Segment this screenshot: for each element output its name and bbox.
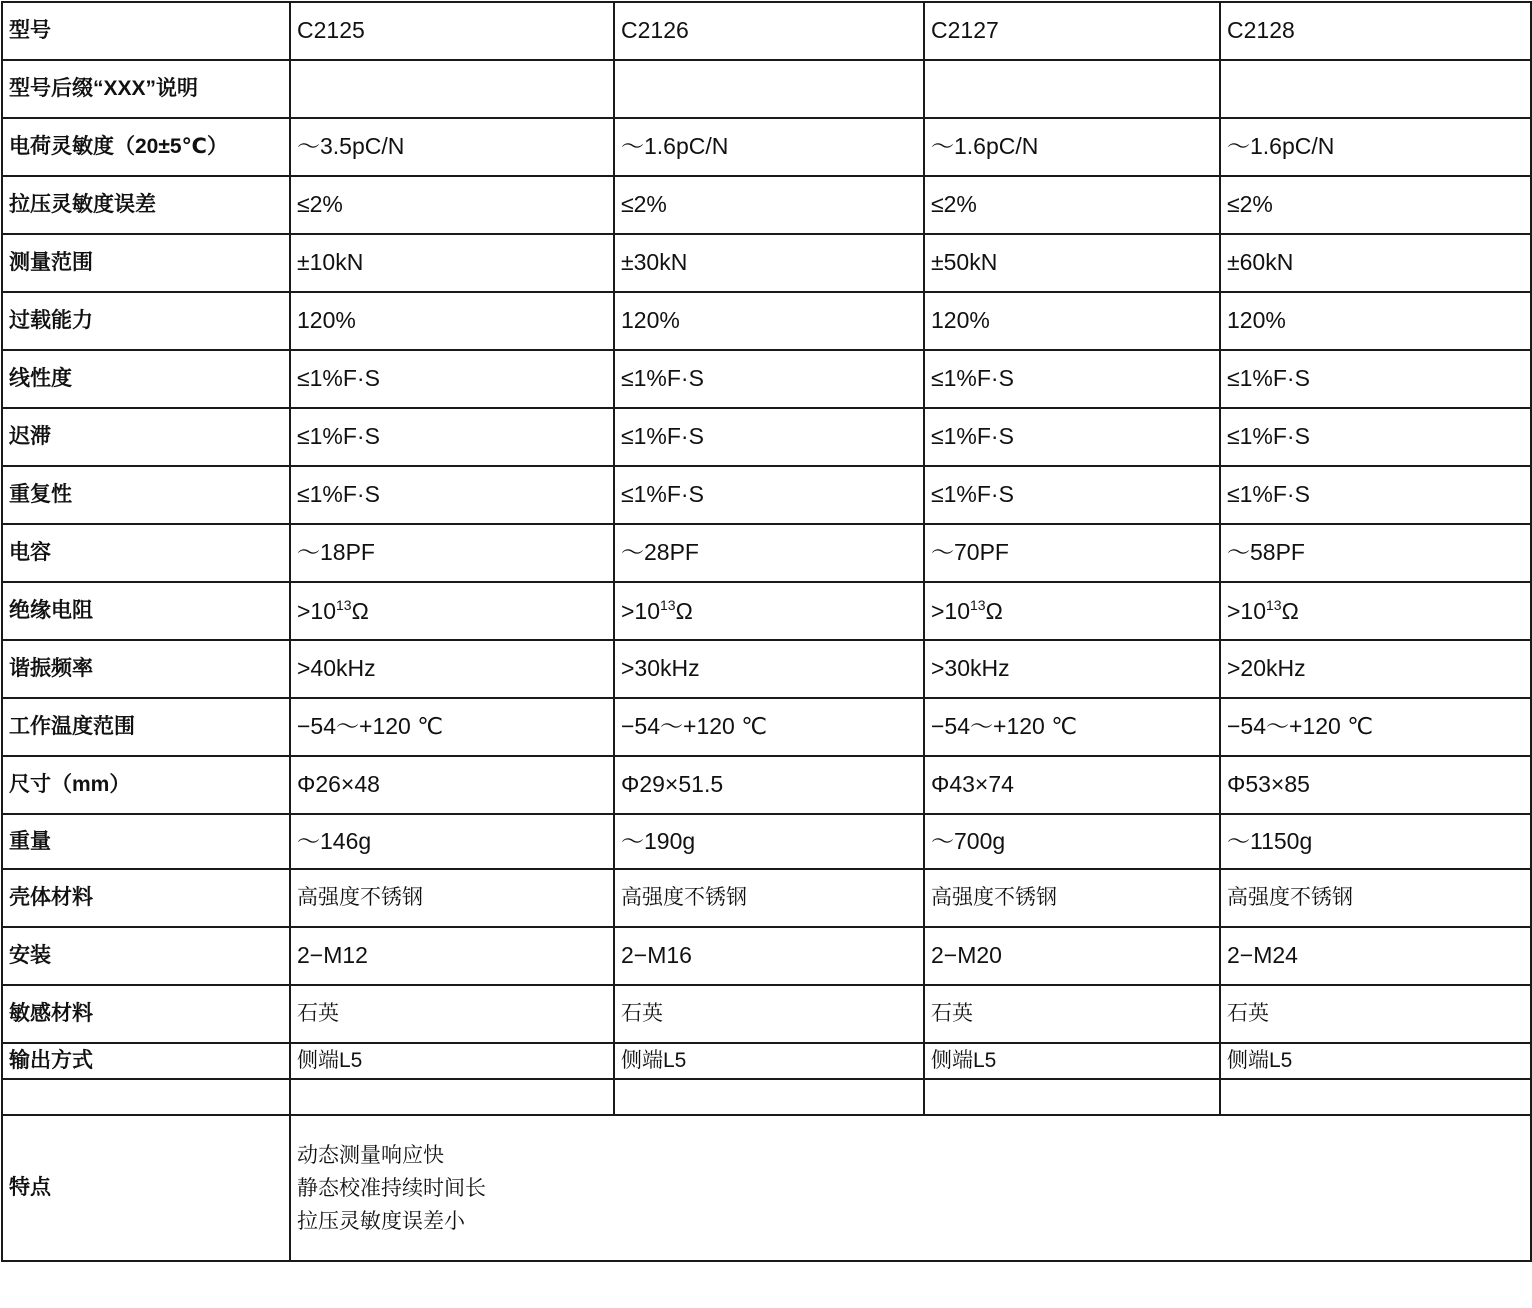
table-cell: >20kHz: [1220, 640, 1531, 698]
table-row-insulation: [2, 582, 1531, 640]
table-cell: 2−M12: [290, 927, 614, 985]
table-cell: >40kHz: [290, 640, 614, 698]
value-exponent: 13: [970, 596, 986, 613]
value-base: >10: [1227, 597, 1267, 624]
table-row: [2, 640, 1531, 698]
table-cell: ≤1%F·S: [614, 466, 924, 524]
table-cell: 2−M24: [1220, 927, 1531, 985]
row-label: 线性度: [2, 350, 290, 408]
table-cell: ～1.6pC/N: [1220, 118, 1531, 176]
table-cell: 石英: [1220, 985, 1531, 1043]
row-label: 迟滞: [2, 408, 290, 466]
table-cell: Φ29×51.5: [614, 756, 924, 814]
table-cell: 侧端L5: [924, 1043, 1220, 1079]
row-label: 过载能力: [2, 292, 290, 350]
row-label: 重量: [2, 814, 290, 869]
value-exponent: 13: [336, 596, 352, 613]
value-unit: Ω: [985, 597, 1003, 624]
table-cell: ～3.5pC/N: [290, 118, 614, 176]
table-cell: 侧端L5: [290, 1043, 614, 1079]
table-cell: 120%: [924, 292, 1220, 350]
table-cell: 高强度不锈钢: [614, 869, 924, 927]
table-row: [2, 524, 1531, 582]
table-row: [2, 1043, 1531, 1079]
table-cell: 120%: [1220, 292, 1531, 350]
table-cell: 石英: [614, 985, 924, 1043]
value-unit: Ω: [351, 597, 369, 624]
table-cell: 120%: [614, 292, 924, 350]
table-row: [2, 985, 1531, 1043]
value-base: >10: [931, 597, 971, 624]
table-row: [2, 234, 1531, 292]
table-cell: 石英: [290, 985, 614, 1043]
table-cell: 侧端L5: [1220, 1043, 1531, 1079]
table-row: [2, 176, 1531, 234]
row-label: 输出方式: [2, 1043, 290, 1079]
feature-item: 动态测量响应快: [297, 1143, 444, 1167]
table-cell: ～58PF: [1220, 524, 1531, 582]
table-cell: ～70PF: [924, 524, 1220, 582]
table-cell: ±30kN: [614, 234, 924, 292]
table-row: [2, 756, 1531, 814]
table-cell: ～1.6pC/N: [614, 118, 924, 176]
row-label: 谐振频率: [2, 640, 290, 698]
table-cell: 2−M16: [614, 927, 924, 985]
model-header: C2126: [614, 2, 924, 60]
table-cell: Φ53×85: [1220, 756, 1531, 814]
table-cell: ～700g: [924, 814, 1220, 869]
table-cell: [1220, 1079, 1531, 1115]
feature-item: 静态校准持续时间长: [297, 1176, 486, 1200]
table-cell: [614, 1079, 924, 1115]
row-label: 型号后缀“XXX”说明: [2, 60, 290, 118]
table-cell: [1220, 582, 1531, 640]
table-cell: ～146g: [290, 814, 614, 869]
table-cell: [924, 582, 1220, 640]
table-cell: ≤1%F·S: [1220, 350, 1531, 408]
row-label: 型号: [2, 2, 290, 60]
table-cell: [614, 582, 924, 640]
table-cell: ≤2%: [1220, 176, 1531, 234]
table-cell: −54～+120 ℃: [924, 698, 1220, 756]
row-label: 电容: [2, 524, 290, 582]
table-cell: ≤1%F·S: [1220, 408, 1531, 466]
row-label: 工作温度范围: [2, 698, 290, 756]
table-cell: [1220, 60, 1531, 118]
spec-table: [1, 1, 1532, 1262]
table-cell: [290, 60, 614, 118]
table-cell: 高强度不锈钢: [924, 869, 1220, 927]
table-row: [2, 292, 1531, 350]
table-cell: −54～+120 ℃: [1220, 698, 1531, 756]
feature-item: 拉压灵敏度误差小: [297, 1209, 465, 1233]
value-exponent: 13: [1266, 596, 1282, 613]
row-label: 壳体材料: [2, 869, 290, 927]
table-cell: ±60kN: [1220, 234, 1531, 292]
table-row: [2, 814, 1531, 869]
table-cell: ≤2%: [290, 176, 614, 234]
row-label: 电荷灵敏度（20±5℃）: [2, 118, 290, 176]
row-label: 安装: [2, 927, 290, 985]
table-cell: 120%: [290, 292, 614, 350]
table-row-empty: [2, 1079, 1531, 1115]
table-cell: ≤1%F·S: [924, 350, 1220, 408]
table-cell: −54～+120 ℃: [614, 698, 924, 756]
table-row: [2, 350, 1531, 408]
table-row: [2, 869, 1531, 927]
value-exponent: 13: [660, 596, 676, 613]
table-cell: [2, 1079, 290, 1115]
table-cell: Φ43×74: [924, 756, 1220, 814]
table-row-model: [2, 2, 1531, 60]
table-cell: 石英: [924, 985, 1220, 1043]
table-cell: ≤1%F·S: [924, 466, 1220, 524]
table-cell: 高强度不锈钢: [290, 869, 614, 927]
model-header: C2127: [924, 2, 1220, 60]
table-cell: ≤1%F·S: [924, 408, 1220, 466]
table-cell: ～28PF: [614, 524, 924, 582]
table-cell: ≤2%: [614, 176, 924, 234]
table-cell: ～190g: [614, 814, 924, 869]
table-row: [2, 118, 1531, 176]
table-cell: >30kHz: [614, 640, 924, 698]
table-row: [2, 927, 1531, 985]
table-cell: [924, 1079, 1220, 1115]
table-cell: >30kHz: [924, 640, 1220, 698]
table-cell: 侧端L5: [614, 1043, 924, 1079]
value-base: >10: [297, 597, 337, 624]
table-cell: ≤1%F·S: [290, 466, 614, 524]
table-cell: ≤1%F·S: [614, 408, 924, 466]
table-row-features: [2, 1115, 1531, 1261]
table-cell: [924, 60, 1220, 118]
table-row: [2, 408, 1531, 466]
row-label: 重复性: [2, 466, 290, 524]
features-cell: [290, 1115, 1531, 1261]
row-label: 敏感材料: [2, 985, 290, 1043]
table-cell: ～1.6pC/N: [924, 118, 1220, 176]
row-label: 绝缘电阻: [2, 582, 290, 640]
table-cell: ～18PF: [290, 524, 614, 582]
row-label: 尺寸（mm）: [2, 756, 290, 814]
table-cell: ～1150g: [1220, 814, 1531, 869]
table-cell: ≤1%F·S: [614, 350, 924, 408]
table-cell: ≤2%: [924, 176, 1220, 234]
model-header: C2128: [1220, 2, 1531, 60]
table-row: [2, 466, 1531, 524]
model-header: C2125: [290, 2, 614, 60]
value-base: >10: [621, 597, 661, 624]
row-label: 特点: [2, 1115, 290, 1261]
table-cell: [290, 1079, 614, 1115]
table-cell: Φ26×48: [290, 756, 614, 814]
table-cell: [290, 582, 614, 640]
table-row: [2, 698, 1531, 756]
table-cell: ±10kN: [290, 234, 614, 292]
table-cell: ≤1%F·S: [290, 408, 614, 466]
row-label: 测量范围: [2, 234, 290, 292]
value-unit: Ω: [675, 597, 693, 624]
table-cell: −54～+120 ℃: [290, 698, 614, 756]
table-cell: [614, 60, 924, 118]
table-cell: 2−M20: [924, 927, 1220, 985]
table-cell: ≤1%F·S: [290, 350, 614, 408]
table-cell: ±50kN: [924, 234, 1220, 292]
table-cell: 高强度不锈钢: [1220, 869, 1531, 927]
value-unit: Ω: [1281, 597, 1299, 624]
row-label: 拉压灵敏度误差: [2, 176, 290, 234]
table-cell: ≤1%F·S: [1220, 466, 1531, 524]
table-row: [2, 60, 1531, 118]
